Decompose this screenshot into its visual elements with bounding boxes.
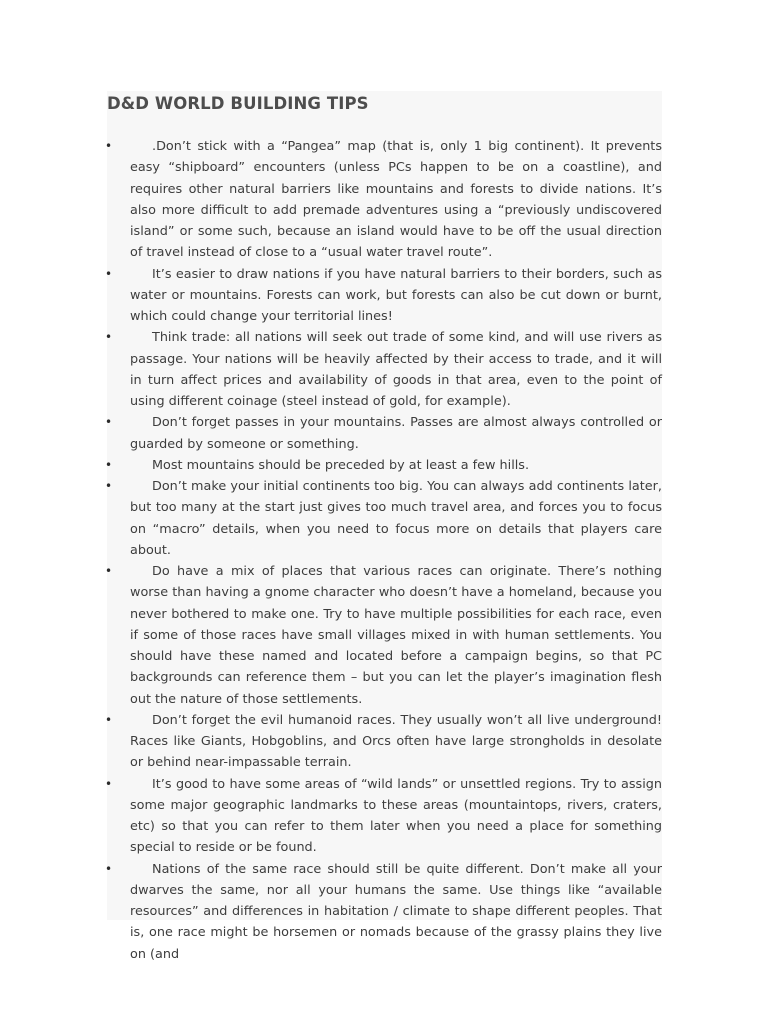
list-item <box>107 136 662 264</box>
bullet-icon: • <box>105 139 113 153</box>
list-item <box>107 476 662 561</box>
document-page <box>105 91 662 962</box>
list-item <box>107 859 662 965</box>
bullet-icon: • <box>105 712 113 727</box>
list-item-text: Most mountains should be preceded by at least a few hills. <box>152 457 530 473</box>
list-item-text: It’s easier to draw nations if you have natural barriers to their borders, such as water or mountains. Forests can work, but forests can also be cut down or burnt, which could change your territorial lines! <box>130 266 662 324</box>
list-item <box>107 455 662 476</box>
list-item-text: Don’t make your initial continents too big. You can always add continents later, but too many at the start just gives too much travel area, and forces you to focus on “macro” details, when you need to focus more on details that players care about. <box>130 479 662 558</box>
list-item-text: Don’t forget the evil humanoid races. They usually won’t all live underground! Races like Giants, Hobgoblins, and Orcs often have large strongholds in desolate or behind near-impassable terrain. <box>130 712 662 771</box>
list-item <box>107 264 662 328</box>
bullet-icon: • <box>105 415 113 430</box>
tips-list <box>107 136 662 965</box>
list-item <box>107 327 662 412</box>
bullet-icon: • <box>105 776 113 791</box>
list-item <box>107 774 662 859</box>
bullet-icon: • <box>105 266 113 281</box>
bullet-icon: • <box>105 330 113 345</box>
bullet-icon: • <box>105 861 113 876</box>
bullet-icon: • <box>105 564 113 578</box>
list-item <box>107 412 662 455</box>
list-item-text: Don’t forget passes in your mountains. Passes are almost always controlled or guarded by someone or something. <box>130 415 662 452</box>
list-item-text: Nations of the same race should still be quite different. Don’t make all your dwarves the same, nor all your humans the same. Use things like “available resources” and differences in habitation / climate to shape different peoples. That is, one race might be horsemen or nomads because of the grassy plains they live on (and <box>130 861 662 962</box>
bullet-icon: • <box>105 457 113 472</box>
list-item <box>107 710 662 774</box>
list-item-text: .Don’t stick with a “Pangea” map (that is, only 1 big continent). It prevents easy “shipboard” encounters (unless PCs happen to be on a coastline), and requires other natural barriers like mountains and forests to divide nations. It’s also more difficult to add premade adventures using a “previously undiscovered island” or some such, because an island would have to be off the usual direction of travel instead of close to a “usual water travel route”. <box>130 139 662 261</box>
list-item <box>107 561 662 710</box>
document-title: D&D WORLD BUILDING TIPS <box>107 94 369 113</box>
bullet-icon: • <box>105 479 113 493</box>
list-item-text: It’s good to have some areas of “wild lands” or unsettled regions. Try to assign some major geographic landmarks to these areas (mountaintops, rivers, craters, etc) so that you can refer to them later when you need a place for something special to reside or be found. <box>130 776 662 856</box>
list-item-text: Do have a mix of places that various races can originate. There’s nothing worse than having a gnome character who doesn’t have a homeland, because you never bothered to make one. Try to have multiple possibilities for each race, even if some of those races have small villages mixed in with human settlements. You should have these named and located before a campaign begins, so that PC backgrounds can reference them – but you can let the player’s imagination flesh out the nature of those settlements. <box>130 564 662 707</box>
list-item-text: Think trade: all nations will seek out trade of some kind, and will use rivers as passage. Your nations will be heavily affected by their access to trade, and it will in turn affect prices and availability of goods in that area, even to the point of using different coinage (steel instead of gold, for example). <box>130 330 662 409</box>
